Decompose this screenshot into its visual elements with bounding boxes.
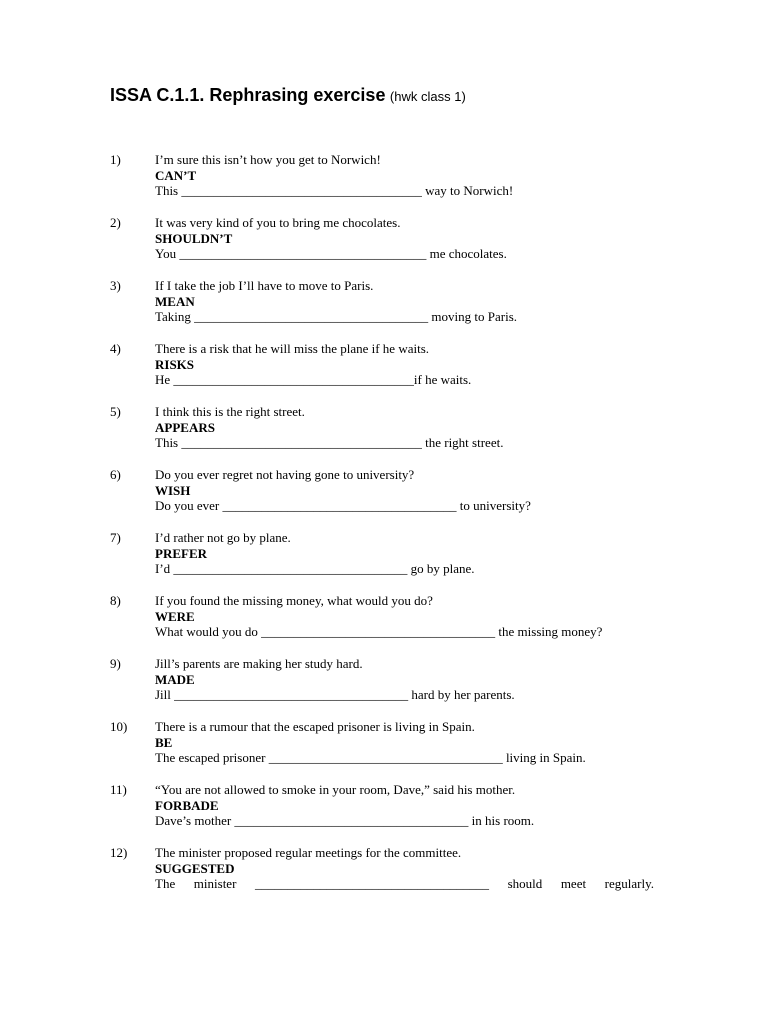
exercise-list: [110, 152, 670, 908]
item-number: 1): [110, 152, 121, 167]
item-prompt: There is a rumour that the escaped prisoner is living in Spain.: [155, 719, 475, 734]
item-prompt: I’m sure this isn’t how you get to Norwich!: [155, 152, 381, 167]
item-number: 8): [110, 593, 121, 608]
item-number: 3): [110, 278, 121, 293]
exercise-item-12: [110, 845, 670, 908]
item-number: 5): [110, 404, 121, 419]
item-keyword: FORBADE: [155, 797, 219, 813]
item-keyword: WISH: [155, 482, 191, 498]
item-keyword: APPEARS: [155, 419, 215, 435]
exercise-item-6: [110, 467, 670, 530]
exercise-item-8: [110, 593, 670, 656]
item-number: 12): [110, 845, 128, 860]
exercise-item-5: [110, 404, 670, 467]
exercise-item-7: [110, 530, 670, 593]
item-keyword: SUGGESTED: [155, 860, 235, 876]
item-keyword: SHOULDN’T: [155, 230, 233, 246]
item-prompt: The minister proposed regular meetings for the committee.: [155, 845, 462, 860]
item-answer-line: Dave’s mother ____________________________________ in his room.: [155, 813, 535, 829]
item-prompt: Do you ever regret not having gone to university?: [155, 467, 415, 482]
item-answer-line: He _____________________________________if he waits.: [155, 372, 472, 388]
item-answer-line: I’d ____________________________________ go by plane.: [155, 561, 475, 577]
answer-word: regularly.: [604, 876, 654, 892]
item-prompt: Jill’s parents are making her study hard.: [155, 656, 363, 671]
item-prompt: I’d rather not go by plane.: [155, 530, 291, 545]
answer-blank: ____________________________________: [254, 876, 489, 892]
item-answer-line: What would you do ____________________________________ the missing money?: [155, 624, 603, 640]
answer-word: meet: [560, 876, 587, 892]
item-keyword: RISKS: [155, 356, 195, 372]
item-keyword: MADE: [155, 671, 195, 687]
item-prompt: I think this is the right street.: [155, 404, 305, 419]
item-number: 6): [110, 467, 121, 482]
answer-word: should: [507, 876, 543, 892]
exercise-item-2: [110, 215, 670, 278]
item-prompt: “You are not allowed to smoke in your room, Dave,” said his mother.: [155, 782, 516, 797]
item-answer-line: Do you ever ____________________________________ to university?: [155, 498, 531, 514]
exercise-item-1: [110, 152, 670, 215]
answer-word: The: [155, 876, 176, 892]
item-number: 2): [110, 215, 121, 230]
item-keyword: CAN’T: [155, 167, 197, 183]
item-number: 7): [110, 530, 121, 545]
title-main: ISSA C.1.1. Rephrasing exercise: [110, 85, 386, 105]
page-title: [110, 85, 466, 106]
exercise-item-10: [110, 719, 670, 782]
item-answer-line: Taking ____________________________________ moving to Paris.: [155, 309, 518, 325]
answer-word: minister: [193, 876, 237, 892]
item-keyword: PREFER: [155, 545, 207, 561]
item-prompt: If I take the job I’ll have to move to Paris.: [155, 278, 374, 293]
item-number: 11): [110, 782, 127, 797]
item-prompt: There is a risk that he will miss the plane if he waits.: [155, 341, 430, 356]
item-answer-line: Jill ____________________________________ hard by her parents.: [155, 687, 515, 703]
item-keyword: WERE: [155, 608, 195, 624]
item-number: 10): [110, 719, 128, 734]
exercise-item-11: [110, 782, 670, 845]
item-answer-line: You ______________________________________ me chocolates.: [155, 246, 507, 262]
exercise-item-3: [110, 278, 670, 341]
item-number: 9): [110, 656, 121, 671]
item-answer-line: This _____________________________________ the right street.: [155, 435, 504, 451]
item-answer-line: The escaped prisoner ____________________________________ living in Spain.: [155, 750, 586, 766]
item-number: 4): [110, 341, 121, 356]
exercise-item-4: [110, 341, 670, 404]
item-answer-line: This _____________________________________ way to Norwich!: [155, 183, 514, 199]
item-keyword: BE: [155, 734, 173, 750]
item-keyword: MEAN: [155, 293, 195, 309]
item-prompt: It was very kind of you to bring me chocolates.: [155, 215, 401, 230]
title-sub: (hwk class 1): [389, 89, 466, 104]
item-answer-line: [155, 876, 654, 892]
exercise-item-9: [110, 656, 670, 719]
item-prompt: If you found the missing money, what would you do?: [155, 593, 433, 608]
